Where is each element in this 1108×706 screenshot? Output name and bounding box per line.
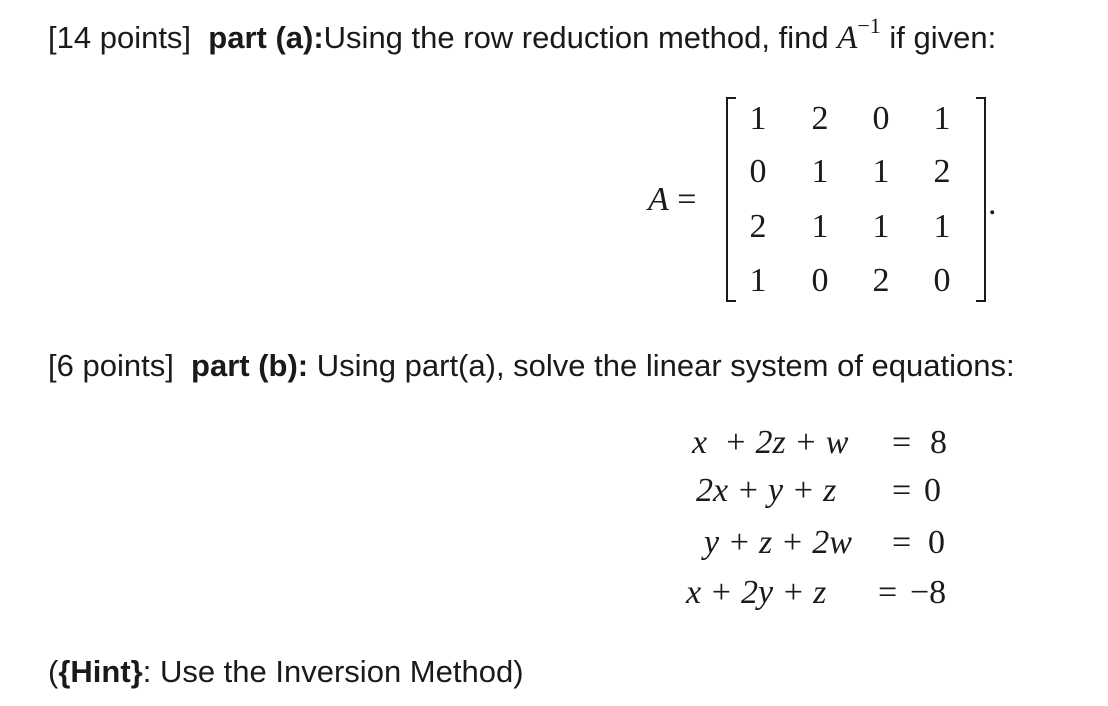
part-a-text: Using the row reduction method, find — [323, 20, 829, 55]
matrix-cell: 1 — [749, 262, 767, 299]
part-b-label: part (b): — [191, 348, 309, 383]
equation-1-lhs: x + 2z + w — [692, 424, 849, 461]
matrix-cell: 0 — [749, 153, 767, 190]
part-a-after: if given: — [889, 20, 997, 55]
equation-3-equals: = — [892, 524, 912, 561]
hint-open: ( — [48, 654, 59, 689]
part-a-symbol: A — [837, 20, 858, 56]
equation-3-lhs: y + z + 2w — [704, 524, 852, 561]
matrix-left-bracket — [726, 97, 736, 302]
matrix-cell: 2 — [811, 100, 829, 137]
matrix-terminator: . — [988, 185, 997, 222]
equation-1-rhs: 8 — [930, 424, 947, 461]
matrix-cell: 2 — [749, 208, 767, 245]
matrix-cell: 0 — [933, 262, 951, 299]
equation-4-equals: = — [878, 574, 898, 611]
part-b-points: [6 points] — [48, 348, 174, 383]
matrix-equals: = — [677, 181, 697, 218]
matrix-cell: 1 — [749, 100, 767, 137]
matrix-cell: 1 — [872, 208, 890, 245]
matrix-cell: 1 — [872, 153, 890, 190]
equation-2-rhs: 0 — [924, 472, 941, 509]
part-b-text: Using part(a), solve the linear system of equations: — [316, 348, 1015, 383]
part-b-prompt — [48, 348, 1015, 384]
matrix — [726, 97, 986, 302]
equation-4-lhs: x + 2y + z — [686, 574, 835, 611]
matrix-right-bracket — [976, 97, 986, 302]
equation-2-equals: = — [892, 472, 912, 509]
part-a-label: part (a): — [208, 20, 324, 55]
matrix-name: A — [648, 181, 669, 218]
hint — [48, 654, 524, 690]
matrix-cell: 1 — [933, 208, 951, 245]
matrix-cell: 1 — [811, 208, 829, 245]
part-a-points: [14 points] — [48, 20, 192, 55]
equation-4-rhs: −8 — [910, 574, 947, 611]
equation-1-equals: = — [892, 424, 912, 461]
equation-3-rhs: 0 — [928, 524, 945, 561]
part-a-exponent: −1 — [857, 12, 881, 38]
matrix-cell: 1 — [811, 153, 829, 190]
equation-2-lhs: 2x + y + z — [696, 472, 845, 509]
matrix-cell: 0 — [811, 262, 829, 299]
matrix-cell: 2 — [872, 262, 890, 299]
hint-label: {Hint} — [58, 654, 143, 689]
matrix-cell: 1 — [933, 100, 951, 137]
matrix-cell: 0 — [872, 100, 890, 137]
part-a-prompt — [48, 12, 997, 56]
matrix-cell: 2 — [933, 153, 951, 190]
matrix-lhs — [648, 180, 696, 220]
hint-text: : Use the Inversion Method) — [142, 654, 524, 689]
